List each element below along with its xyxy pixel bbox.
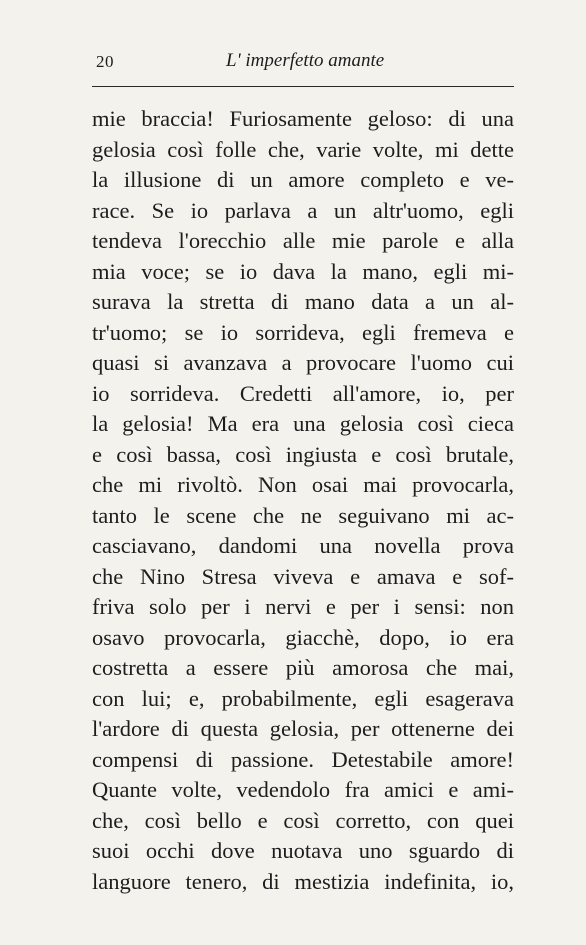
text-line: mie braccia! Furiosamente geloso: di una <box>92 106 514 131</box>
text-line: surava la stretta di mano data a un al- <box>92 289 514 314</box>
page-number: 20 <box>96 52 114 71</box>
page-header <box>92 50 512 78</box>
text-line: mia voce; se io dava la mano, egli mi- <box>92 258 514 284</box>
text-line: Quante volte, vedendolo fra amici e ami- <box>92 777 514 802</box>
text-line: la illusione di un amore completo e ve- <box>92 167 514 192</box>
running-title: L' imperfetto amante <box>226 50 385 71</box>
text-line: quasi si avanzava a provocare l'uomo cui <box>92 350 514 375</box>
text-line: languore tenero, di mestizia indefinita, io, <box>92 868 514 894</box>
text-line: casciavano, dandomi una novella prova <box>92 533 514 558</box>
text-line: friva solo per i nervi e per i sensi: non <box>92 594 514 619</box>
text-line: che Nino Stresa viveva e amava e sof- <box>92 563 514 589</box>
text-line: l'ardore di questa gelosia, per ottenerne dei <box>92 716 514 741</box>
text-line: io sorrideva. Credetti all'amore, io, per <box>92 380 514 406</box>
text-line: race. Se io parlava a un altr'uomo, egli <box>92 197 514 223</box>
text-line: gelosia così folle che, varie volte, mi dette <box>92 136 514 162</box>
text-line: tanto le scene che ne seguivano mi ac- <box>92 502 514 528</box>
text-line: compensi di passione. Detestabile amore! <box>92 746 514 772</box>
header-rule <box>92 86 514 87</box>
text-line: e così bassa, così ingiusta e così brutale, <box>92 441 514 467</box>
text-line: che, così bello e così corretto, con quei <box>92 807 514 833</box>
text-line: tendeva l'orecchio alle mie parole e alla <box>92 228 514 253</box>
text-line: tr'uomo; se io sorrideva, egli fremeva e <box>92 319 514 345</box>
text-line: costretta a essere più amorosa che mai, <box>92 655 514 680</box>
body-text <box>92 104 514 897</box>
text-line: con lui; e, probabilmente, egli esagerava <box>92 685 514 711</box>
text-line: che mi rivoltò. Non osai mai provocarla, <box>92 472 514 497</box>
text-line: suoi occhi dove nuotava uno sguardo di <box>92 838 514 863</box>
text-line: la gelosia! Ma era una gelosia così cieca <box>92 411 514 436</box>
text-line: osavo provocarla, giacchè, dopo, io era <box>92 624 514 650</box>
